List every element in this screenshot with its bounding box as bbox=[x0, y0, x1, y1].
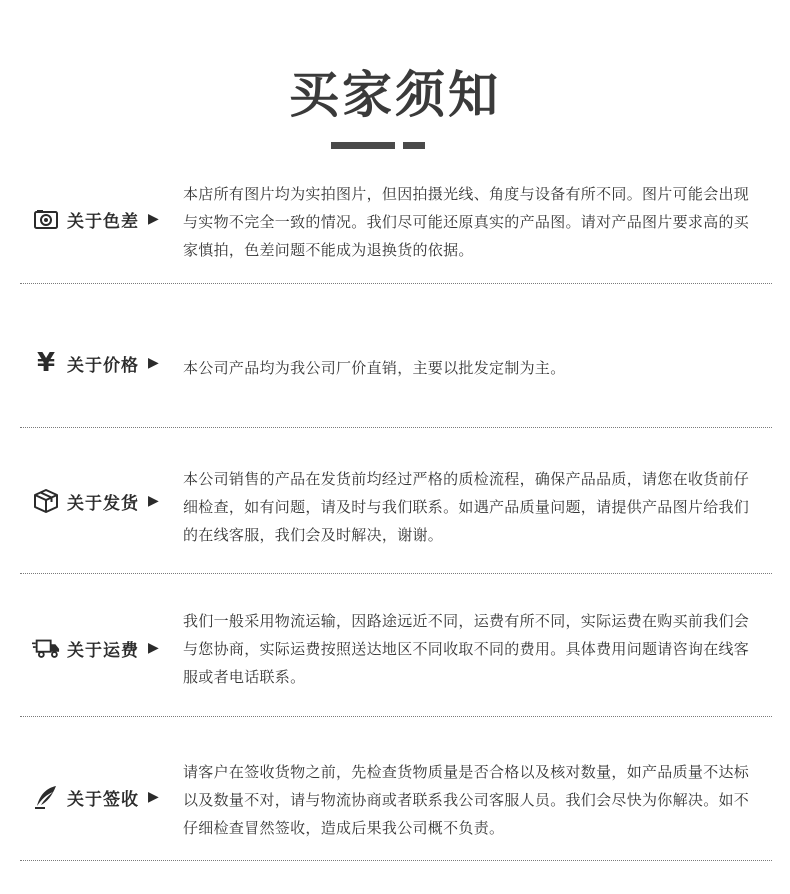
section-label bbox=[32, 782, 159, 812]
arrow-icon: ▶ bbox=[148, 355, 159, 371]
title-underline-short bbox=[403, 142, 425, 149]
section-body-text: 我们一般采用物流运输，因路途远近不同，运费有所不同，实际运费在购买前我们会与您协商，实际运费按照送达地区不同收取不同的费用。具体费用问题请咨询在线客服或者电话联系。 bbox=[183, 612, 750, 686]
section-label-text: 关于发货 bbox=[67, 493, 139, 514]
yen-icon bbox=[32, 349, 60, 377]
section-label-text: 关于运费 bbox=[67, 640, 139, 661]
quill-pen-icon bbox=[32, 783, 60, 811]
truck-icon bbox=[32, 634, 60, 662]
camera-icon bbox=[32, 205, 60, 233]
section-body-text: 请客户在签收货物之前，先检查货物质量是否合格以及核对数量，如产品质量不达标以及数量不对，请与物流协商或者联系我公司客服人员。我们会尽快为你解决。如不仔细检查冒然签收，造成后果我公司概不负责。 bbox=[183, 763, 750, 837]
section-label-text: 关于色差 bbox=[67, 211, 139, 232]
divider bbox=[20, 427, 772, 428]
section-label bbox=[32, 486, 159, 516]
section-label bbox=[32, 633, 159, 663]
divider bbox=[20, 860, 772, 861]
title-underline-long bbox=[331, 142, 395, 149]
yen-glyph: ¥ bbox=[36, 348, 56, 378]
divider bbox=[20, 283, 772, 284]
section-label bbox=[32, 204, 159, 234]
divider bbox=[20, 573, 772, 574]
page-title: 买家须知 bbox=[289, 66, 501, 124]
section-label-text: 关于签收 bbox=[67, 789, 139, 810]
divider bbox=[20, 716, 772, 717]
section-body-text: 本店所有图片均为实拍图片，但因拍摄光线、角度与设备有所不同。图片可能会出现与实物不完全一致的情况。我们尽可能还原真实的产品图。请对产品图片要求高的买家慎拍，色差问题不能成为退换货的依据。 bbox=[183, 185, 750, 259]
section-label bbox=[32, 348, 159, 378]
arrow-icon: ▶ bbox=[148, 789, 159, 805]
arrow-icon: ▶ bbox=[148, 211, 159, 227]
arrow-icon: ▶ bbox=[148, 640, 159, 656]
section-body-text: 本公司产品均为我公司厂价直销，主要以批发定制为主。 bbox=[183, 359, 566, 377]
section-body-text: 本公司销售的产品在发货前均经过严格的质检流程，确保产品品质，请您在收货前仔细检查，如有问题，请及时与我们联系。如遇产品质量问题，请提供产品图片给我们的在线客服，我们会及时解决，谢谢。 bbox=[183, 470, 750, 544]
section-label-text: 关于价格 bbox=[67, 355, 139, 376]
package-icon bbox=[32, 487, 60, 515]
arrow-icon: ▶ bbox=[148, 493, 159, 509]
